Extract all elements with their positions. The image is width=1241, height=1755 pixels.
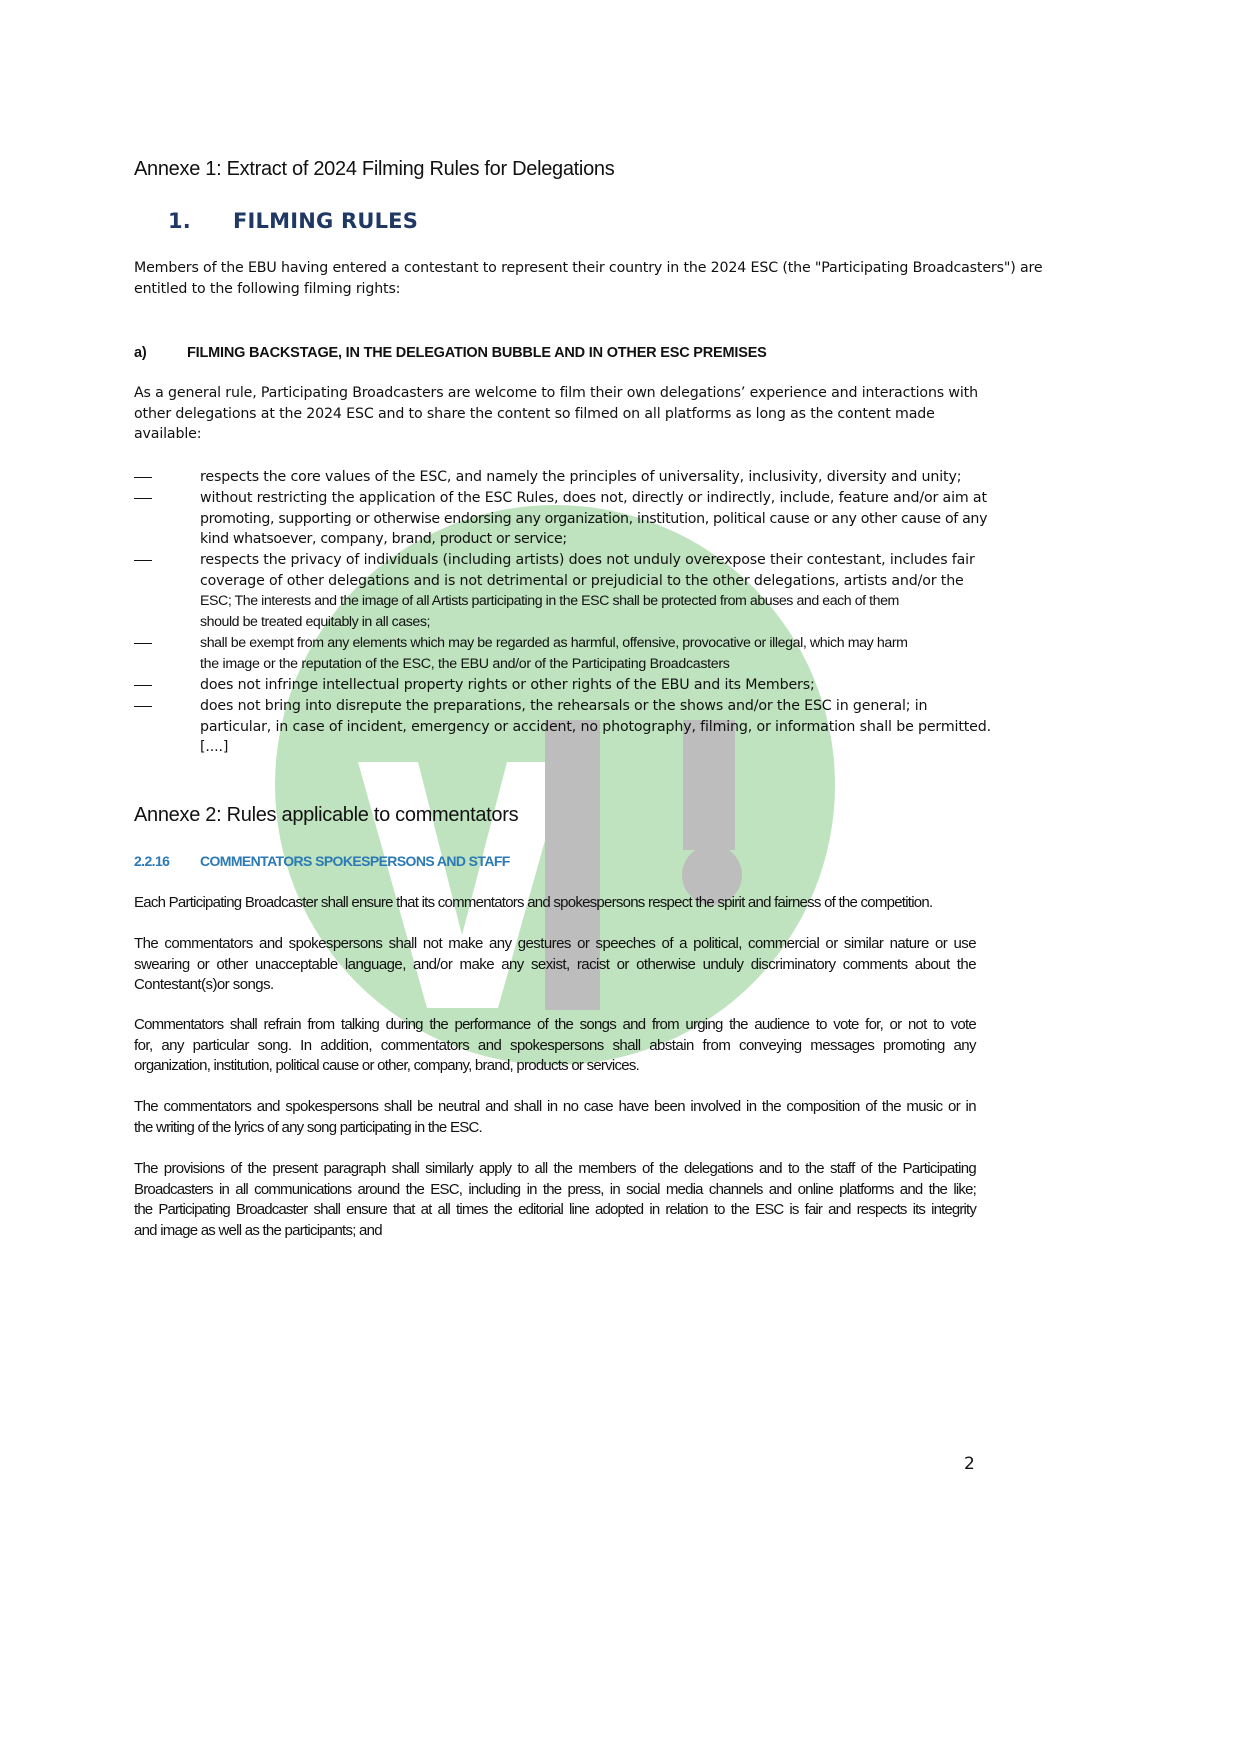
general-rule-line: As a general rule, Participating Broadcasters are welcome to film their own delegations’ experience and interactions with [134,385,978,401]
annexe-2-title: Annexe 2: Rules applicable to commentators [134,804,519,826]
section-2-2-16-number: 2.2.16 [134,853,170,869]
bullet-item [200,696,990,758]
bullet-item [200,467,990,488]
bullet-line: shall be exempt from any elements which may be regarded as harmful, offensive, provocative or illegal, which may harm [200,635,908,651]
paragraph-line: the writing of the lyrics of any song participating in the ESC. [134,1118,482,1136]
paragraph-line: The commentators and spokespersons shall not make any gestures or speeches of a political, commercial or similar nature or use [134,935,976,952]
paragraph-line: for, any particular song. In addition, commentators and spokespersons shall abstain from conveying messages promoting any [134,1036,976,1054]
bullet-line: kind whatsoever, company, brand, product or service; [200,531,567,548]
bullet-line: promoting, supporting or otherwise endorsing any organization, institution, political cause or any other cause of any [200,510,988,527]
section-2-2-16-title: COMMENTATORS SPOKESPERSONS AND STAFF [200,853,510,869]
paragraph-line: The commentators and spokespersons shall be neutral and shall in no case have been involved in the composition of the music or in [134,1098,976,1115]
annexe-1-title: Annexe 1: Extract of 2024 Filming Rules for Delegations [134,158,615,180]
intro-paragraph [134,258,1043,299]
section-1-title: FILMING RULES [233,209,419,233]
bullet-line: does not infringe intellectual property rights or other rights of the EBU and its Members; [200,677,815,693]
intro-line: entitled to the following filming rights: [134,280,401,297]
bullet-line: does not bring into disrepute the preparations, the rehearsals or the shows and/or the ESC in general; in [200,698,928,714]
bullet-dash [134,643,152,644]
commentators-paragraph [134,893,976,914]
paragraph-line: Each Participating Broadcaster shall ensure that its commentators and spokespersons respect the spirit and fairness of the competition. [134,894,933,911]
bullet-line: coverage of other delegations and is not detrimental or prejudicial to the other delegations, artists and/or the [200,572,964,589]
bullet-item [200,675,990,696]
commentators-paragraph [134,934,976,996]
general-rule-line: other delegations at the 2024 ESC and to share the content so filmed on all platforms as long as the content made [134,405,935,422]
general-rule-line: available: [134,426,202,443]
bullet-line: respects the privacy of individuals (including artists) does not unduly overexpose their contestant, includes fair [200,552,975,568]
general-rule-paragraph [134,383,994,445]
bullet-dash [134,560,152,561]
intro-line: Members of the EBU having entered a contestant to represent their country in the 2024 ESC (the "Participating Broadcasters") are [134,260,1043,276]
bullet-line: without restricting the application of the ESC Rules, does not, directly or indirectly, include, feature and/or aim at [200,490,987,506]
paragraph-line: Commentators shall refrain from talking during the performance of the songs and from urging the audience to vote for, or not to vote [134,1016,976,1033]
commentators-paragraph [134,1097,976,1138]
paragraph-line: the Participating Broadcaster shall ensure that at all times the editorial line adopted in relation to the ESC is fair and respects its integrity [134,1201,976,1219]
subsection-a-label: a) [134,345,147,361]
bullet-line: ESC; The interests and the image of all Artists participating in the ESC shall be protected from abuses and each of them [200,593,899,610]
paragraph-line: and image as well as the participants; and [134,1221,382,1239]
paragraph-line: Contestant(s)or songs. [134,976,274,994]
page-number: 2 [964,1454,975,1474]
bullet-line: particular, in case of incident, emergency or accident, no photography, filming, or information shall be permitted. [200,718,991,735]
subsection-a-title: FILMING BACKSTAGE, IN THE DELEGATION BUBBLE AND IN OTHER ESC PREMISES [187,345,767,361]
bullet-line: respects the core values of the ESC, and namely the principles of universality, inclusivity, diversity and unity; [200,469,962,485]
bullet-line: [....] [200,739,229,756]
section-1-number: 1. [168,209,191,233]
bullet-item [200,550,990,632]
commentators-paragraph [134,1015,976,1077]
bullet-item [200,633,990,674]
bullet-item [200,488,990,550]
bullet-dash [134,498,152,499]
bullet-dash [134,685,152,686]
paragraph-line: organization, institution, political cause or other, company, brand, products or services. [134,1057,640,1075]
paragraph-line: Broadcasters in all communications around the ESC, including in the press, in social media channels and online platforms and the like; [134,1180,976,1198]
bullet-dash [134,477,152,478]
bullet-line: the image or the reputation of the ESC, the EBU and/or of the Participating Broadcasters [200,655,730,672]
commentators-paragraph [134,1159,976,1241]
bullet-line: should be treated equitably in all cases; [200,613,430,630]
bullet-dash [134,706,152,707]
paragraph-line: swearing or other unacceptable language, and/or make any sexist, racist or otherwise unduly discriminatory comments about the [134,955,976,973]
paragraph-line: The provisions of the present paragraph shall similarly apply to all the members of the delegations and to the staff of the Participating [134,1160,976,1177]
